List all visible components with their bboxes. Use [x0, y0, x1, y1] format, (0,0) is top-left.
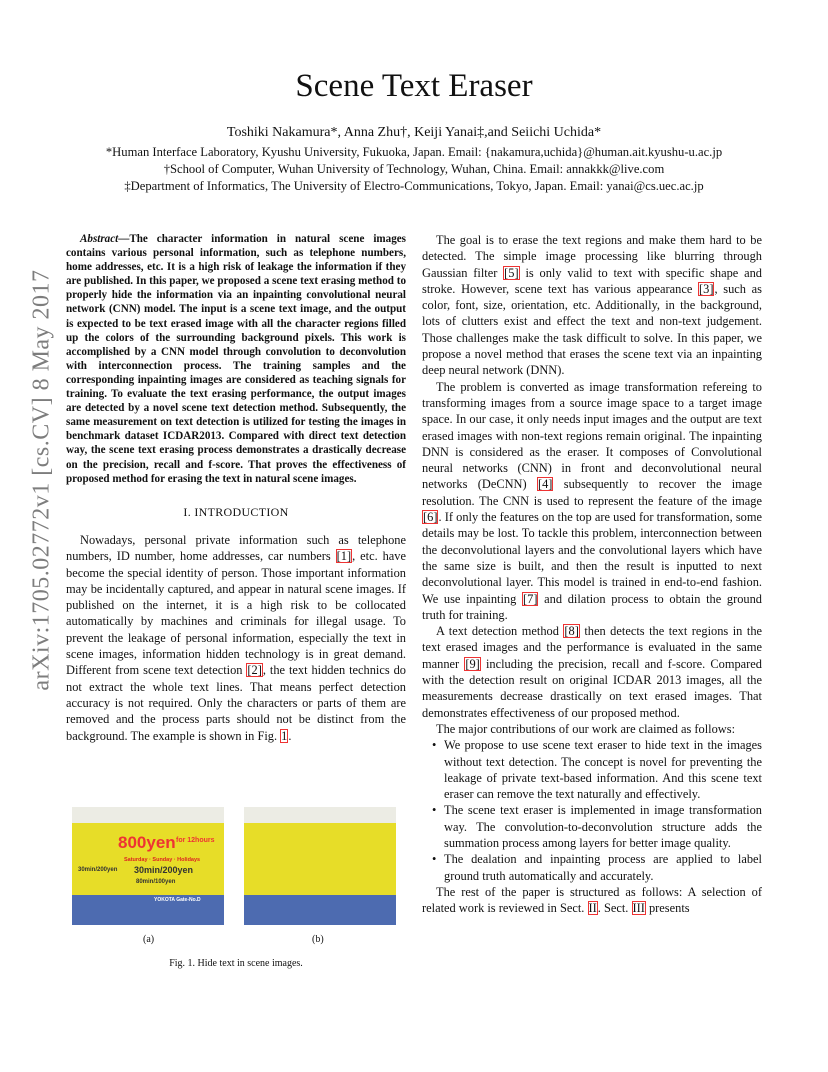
- list-item: • The scene text eraser is implemented in image transformation way. The convolution-to-deconvolution structure adds the summation process among layers for better image quality.: [444, 802, 762, 851]
- list-item: • We propose to use scene text eraser to hide text in the images without text detection. The concept is novel for preventing the leakage of private text-based information. And this scene text eraser can remove the text naturally and effectively.: [444, 737, 762, 802]
- right-column: [422, 232, 762, 916]
- author-list: Toshiki Nakamura*, Anna Zhu†, Keiji Yanai‡,and Seiichi Uchida*: [226, 125, 602, 140]
- abstract: [66, 232, 406, 486]
- figure-image-original: 800yen for 12hours Saturday · Sunday · Holidays 30min/200yen 30min/200yen 80min/100yen YOKOTA Gate-No.D: [72, 807, 224, 925]
- paper-title: Scene Text Eraser: [295, 68, 533, 104]
- paragraph: A text detection method [8] then detects the text regions in the text erased images and the performance is evaluated in the same manner [9] including the precision, recall and f-score. Compared with the detection result on original ICDAR 2013 images, all the measurements decrease drastically on text erased images. That demonstrates effectiveness of our proposed method.: [422, 624, 763, 720]
- section-link[interactable]: II: [588, 901, 597, 916]
- figure-caption: Fig. 1. Hide text in scene images.: [169, 958, 303, 969]
- paragraph: The rest of the paper is structured as follows: A selection of related work is reviewed in Sect. II. Sect. III presents: [422, 884, 762, 916]
- citation-link[interactable]: [4]: [537, 477, 553, 492]
- arxiv-stamp: arXiv:1705.02772v1 [cs.CV] 8 May 2017: [28, 269, 55, 691]
- abstract-label: Abstract: [80, 233, 119, 245]
- figure-link[interactable]: 1: [281, 728, 288, 743]
- affiliation-2: †School of Computer, Wuhan University of Technology, Wuhan, China. Email: annakkk@live.com: [163, 162, 665, 176]
- citation-link[interactable]: [3]: [699, 281, 714, 296]
- affiliation-3: ‡Department of Informatics, The University of Electro-Communications, Tokyo, Japan. Email: yanai@cs.uec.ac.jp: [124, 179, 704, 193]
- figure-image-erased: [244, 807, 396, 925]
- citation-link[interactable]: [8]: [564, 624, 579, 639]
- citation-link[interactable]: [6]: [423, 510, 438, 525]
- section-heading-introduction: I. INTRODUCTION: [183, 504, 289, 519]
- subfigure-label-a: (a): [143, 934, 155, 945]
- citation-link[interactable]: [2]: [247, 663, 262, 678]
- paragraph: The goal is to erase the text regions and make them hard to be detected. The simple image processing like blurring through Gaussian filter [5] is only valid to text with specific shape and stroke. However, scene text has various appearance [3], such as color, font, size, orientation, etc. Additionally, in the background, lots of clutters exist and effect the text and non-text judgement. Those challenges make the task difficult to solve. In this paper, we propose a novel method that erases the scene text via an inpainting deep neural network (DNN).: [422, 233, 763, 378]
- citation-link[interactable]: [9]: [465, 656, 480, 671]
- paragraph: The major contributions of our work are claimed as follows:: [436, 721, 736, 736]
- abstract-text: —The character information in natural scene images contains various personal information, such as telephone numbers, home addresses, etc. It is a high risk of leakage the information if they are published. In this paper, we proposed a scene text erasing method to properly hide the information via an inpainting convolutional neural network (CNN) model. The input is a scene text image, and the output is expected to be text erased image with all the character regions filled up the colors of the surrounding background pixels. This work is accomplished by a CNN model through convolution to deconvolution with interconnection process. The training samples and the corresponding inpainting images are considered as teaching signals for training. To evaluate the text erasing performance, the output images are detected by a novel scene text detection method. Subsequently, the same measurement on text detection is utilized for testing the images in benchmark dataset ICDAR2013. Compared with direct text detection way, the scene text erasing process demonstrates a drastically decrease on the precision, recall and f-score. That proves the effectiveness of proposed method for erasing the text in natural scene images.: [66, 233, 406, 485]
- paragraph: The problem is converted as image transformation refereing to transforming images from a source image space to a target image space. In our case, it only needs input images and the output are text erased images with non-text regions remain original. The inpainting DNN is considered as the eraser. It composes of Convolutional neural networks (CNN) in front and deconvolutional neural networks (DeCNN) [4] subsequently to recover the image resolution. The CNN is used to represent the feature of the image [6]. If only the features on the top are used for transformation, some details may be lost. To tackle this problem, interconnection between the deconvolutional layers and the convolutional layers which have the same size is built, and then the result is inputted to next deconvolutional layer. This model is trained in end-to-end fashion. We use inpainting [7] and dilation process to obtain the ground truth for training.: [422, 379, 762, 622]
- left-column: [66, 232, 406, 744]
- citation-link[interactable]: [5]: [504, 265, 519, 280]
- subfigure-label-b: (b): [312, 934, 324, 945]
- intro-paragraph: Nowadays, personal private information such as telephone numbers, ID number, home addresses, car numbers [1], etc. have become the special identity of person. Those important information may be incidentally captured, and appear in natural scene images. If published on the internet, it is a high risk to be collocated automatically by machines and criminals for illegal usage. To prevent the leakage of personal information, especially the text in scene images, information hidden technology is in great demand. Different from scene text detection [2], the text hidden technics do not extract the whole text lines. That means perfect detection accuracy is not required. Only the characters or parts of them are removed and the process parts should not be distinct from the background. The example is shown in Fig. 1.: [66, 532, 407, 743]
- section-link[interactable]: III: [632, 901, 645, 916]
- contribution-list: [422, 737, 762, 884]
- affiliation-1: *Human Interface Laboratory, Kyushu University, Fukuoka, Japan. Email: {nakamura,uchida}@human.ait.kyushu-u.ac.jp: [105, 145, 723, 159]
- citation-link[interactable]: [1]: [336, 549, 352, 564]
- figure-1: [72, 807, 412, 927]
- citation-link[interactable]: [7]: [523, 591, 538, 606]
- list-item: • The dealation and inpainting process are applied to label ground truth automatically and accurately.: [444, 851, 762, 884]
